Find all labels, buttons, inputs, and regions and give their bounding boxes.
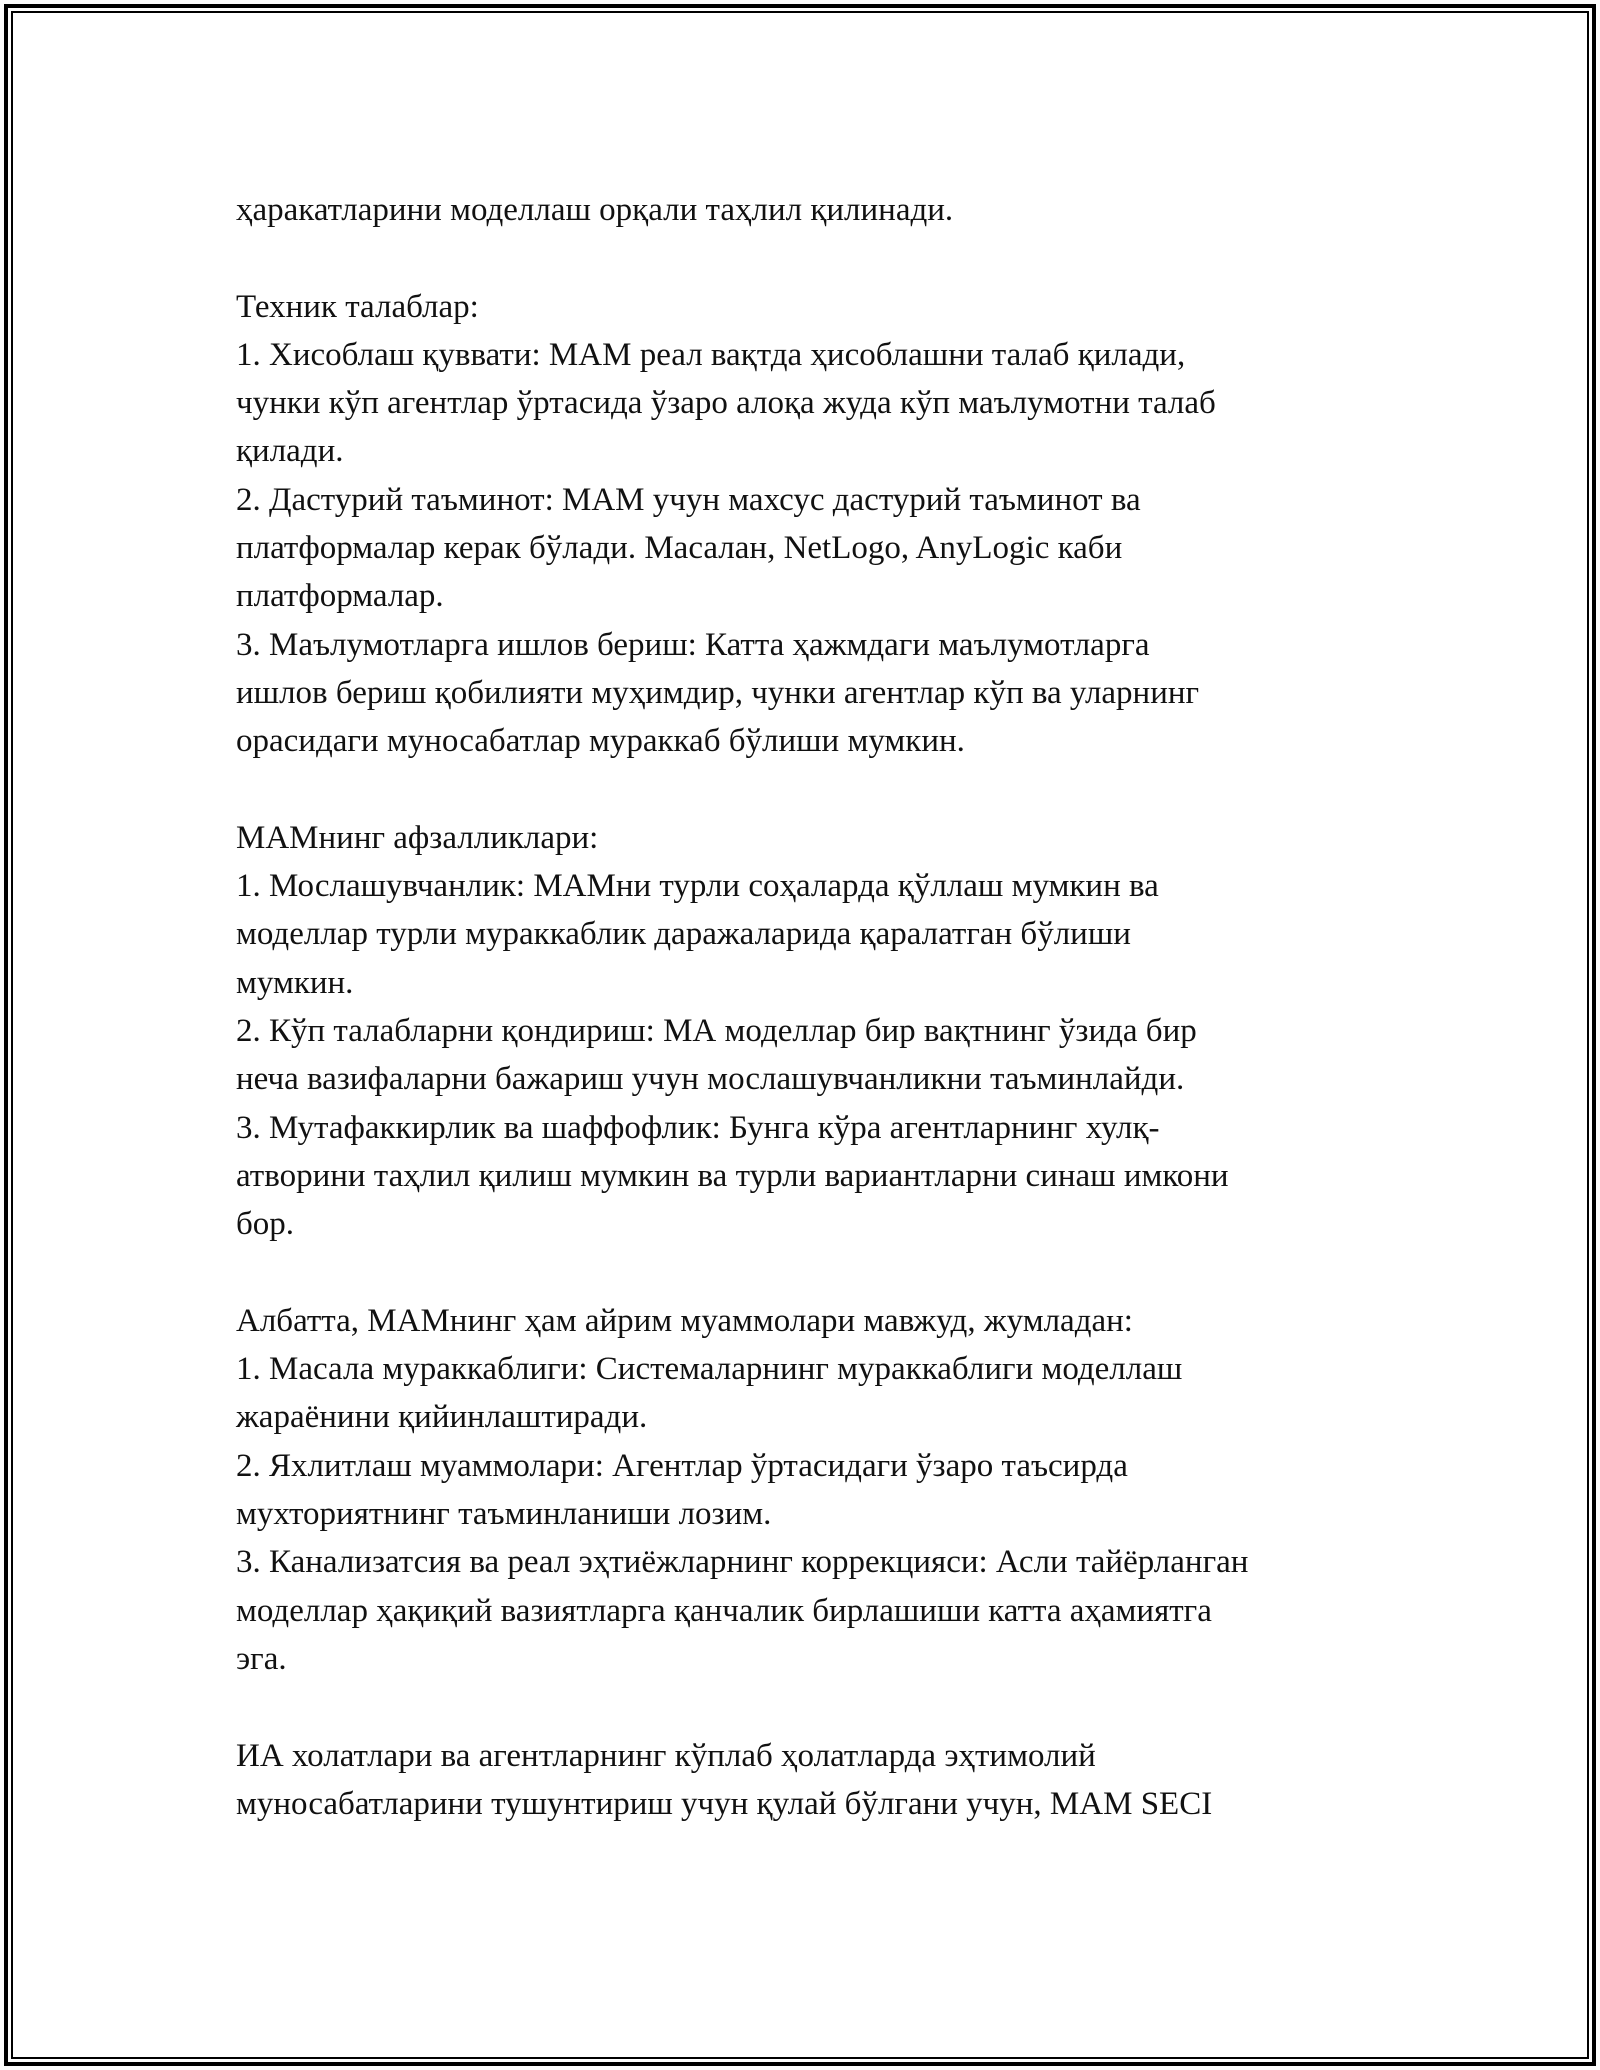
text-line: бор. bbox=[236, 1206, 295, 1243]
text-line: 2. Дастурий таъминот: МАМ учун махсус дастурий таъминот ва bbox=[236, 481, 1141, 518]
text-line: 3. Маълумотларга ишлов бериш: Катта ҳажмдаги маълумотларга bbox=[236, 626, 1150, 663]
text-line bbox=[236, 766, 1436, 814]
text-line: 2. Кўп талабларни қондириш: МА моделлар бир вақтнинг ўзида бир bbox=[236, 1013, 1197, 1050]
text-line: ИА холатлари ва агентларнинг кўплаб ҳолатларда эҳтимолий bbox=[236, 1737, 1096, 1774]
text-line: 3. Мутафаккирлик ва шаффофлик: Бунга кўра агентларнинг хулқ- bbox=[236, 1109, 1160, 1146]
text-line bbox=[236, 234, 1436, 282]
text-line: орасидаги муносабатлар мураккаб бўлиши мумкин. bbox=[236, 723, 965, 760]
text-line: 1. Хисоблаш қуввати: МАМ реал вақтда ҳисоблашни талаб қилади, bbox=[236, 336, 1186, 373]
document-body bbox=[236, 186, 1436, 1828]
text-line: неча вазифаларни бажариш учун мослашувчанликни таъминлайди. bbox=[236, 1061, 1185, 1098]
text-line bbox=[236, 1683, 1436, 1731]
text-line: муносабатларини тушунтириш учун қулай бўлгани учун, МАМ SECI bbox=[236, 1785, 1213, 1822]
text-line: платформалар керак бўлади. Масалан, NetLogo, AnyLogic каби bbox=[236, 530, 1123, 567]
text-line: чунки кўп агентлар ўртасида ўзаро алоқа жуда кўп маълумотни талаб bbox=[236, 385, 1216, 422]
text-line: мумкин. bbox=[236, 964, 354, 1001]
text-line: 3. Канализатсия ва реал эҳтиёжларнинг коррекцияси: Асли тайёрланган bbox=[236, 1544, 1249, 1581]
text-line: 1. Масала мураккаблиги: Системаларнинг мураккаблиги моделлаш bbox=[236, 1351, 1183, 1388]
text-line: қилади. bbox=[236, 433, 344, 470]
text-line: МАМнинг афзалликлари: bbox=[236, 819, 599, 856]
text-line: эга. bbox=[236, 1640, 287, 1677]
text-line: атворини таҳлил қилиш мумкин ва турли вариантларни синаш имкони bbox=[236, 1157, 1229, 1194]
text-line bbox=[236, 1249, 1436, 1297]
text-line: мухториятнинг таъминланиши лозим. bbox=[236, 1496, 772, 1533]
text-line: 1. Мослашувчанлик: МАМни турли соҳаларда қўллаш мумкин ва bbox=[236, 868, 1159, 905]
text-line: моделлар ҳақиқий вазиятларга қанчалик бирлашиши катта аҳамиятга bbox=[236, 1592, 1212, 1629]
text-line: ишлов бериш қобилияти муҳимдир, чунки агентлар кўп ва уларнинг bbox=[236, 674, 1200, 711]
text-line: платформалар. bbox=[236, 578, 444, 615]
text-line: ҳаракатларини моделлаш орқали таҳлил қилинади. bbox=[236, 192, 954, 228]
text-line: моделлар турли мураккаблик даражаларида қаралатган бўлиши bbox=[236, 916, 1131, 953]
text-line: Албатта, МАМнинг ҳам айрим муаммолари мавжуд, жумладан: bbox=[236, 1302, 1133, 1339]
text-line: Техник талаблар: bbox=[236, 288, 479, 325]
text-line: 2. Яхлитлаш муаммолари: Агентлар ўртасидаги ўзаро таъсирда bbox=[236, 1447, 1128, 1484]
text-line: жараёнини қийинлаштиради. bbox=[236, 1399, 648, 1436]
